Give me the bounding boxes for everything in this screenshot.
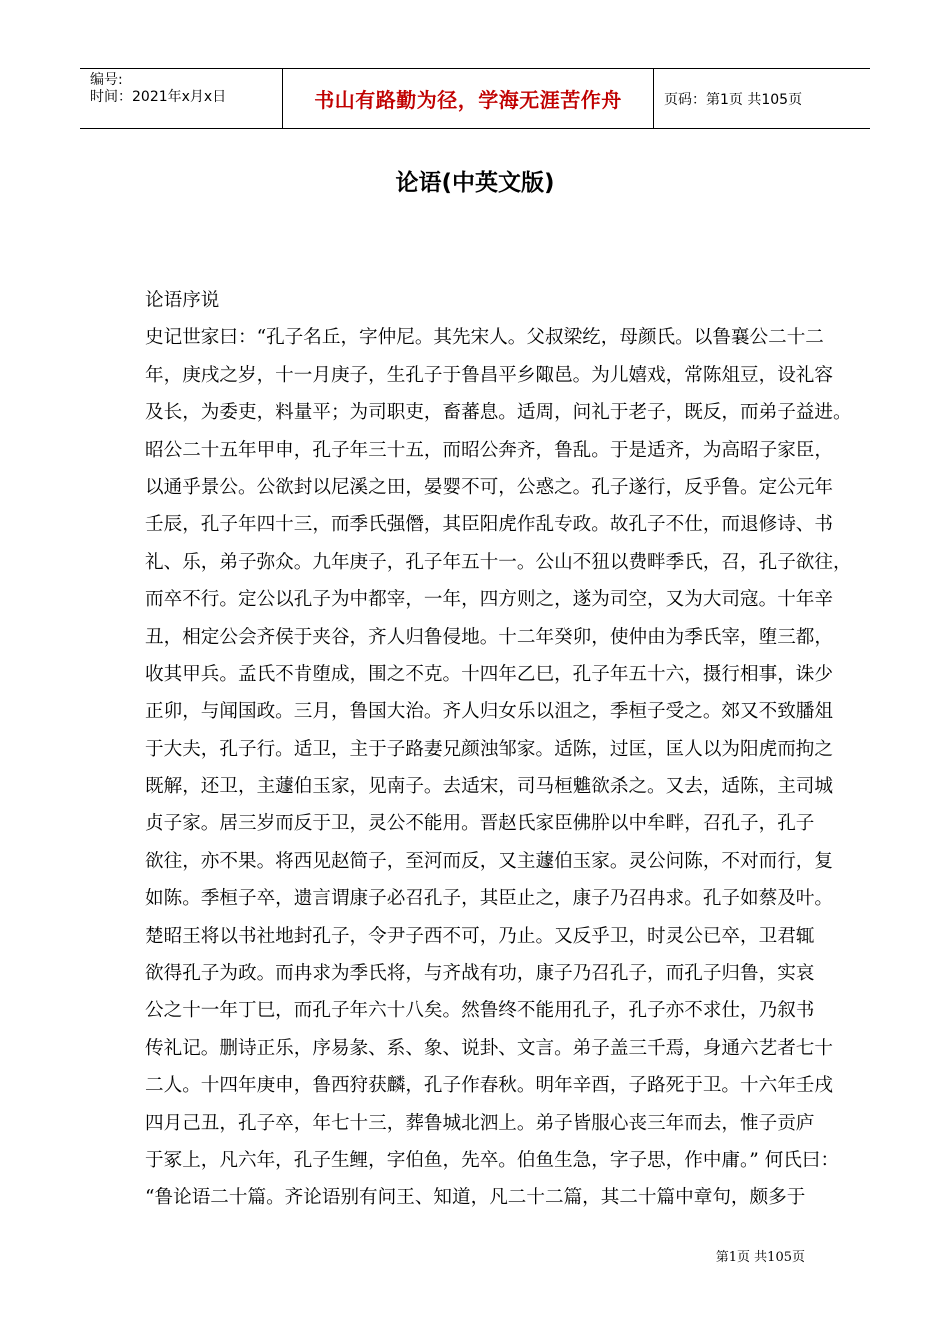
text-line: 壬辰，孔子年四十三，而季氏强僭，其臣阳虎作乱专政。故孔子不仕，而退修诗、书 (145, 514, 833, 536)
doc-time-label: 时间：2021年x月x日 (90, 89, 227, 105)
page-footer: 第1页 共105页 (715, 1250, 805, 1265)
text-line: 传礼记。删诗正乐，序易彖、系、象、说卦、文言。弟子盖三千焉，身通六艺者七十 (145, 1037, 833, 1059)
text-line: 公之十一年丁巳，而孔子年六十八矣。然鲁终不能用孔子，孔子亦不求仕，乃叙书 (145, 1000, 815, 1022)
text-line: 欲往，亦不果。将西见赵简子，至河而反，又主蘧伯玉家。灵公问陈，不对而行，复 (145, 850, 833, 872)
text-line: 如陈。季桓子卒，遗言谓康子必召孔子，其臣止之，康子乃召冉求。孔子如蔡及叶。 (145, 888, 833, 910)
text-line: 丑，相定公会齐侯于夹谷，齐人归鲁侵地。十二年癸卯，使仲由为季氏宰，堕三都， (145, 626, 833, 648)
body-text (145, 288, 852, 1223)
document-title: 论语(中英文版) (395, 170, 555, 196)
text-line: 二人。十四年庚申，鲁西狩获麟，孔子作春秋。明年辛酉，子路死于卫。十六年壬戌 (145, 1075, 833, 1097)
doc-number-label: 编号: (90, 72, 123, 88)
text-line: 收其甲兵。孟氏不肯堕成，围之不克。十四年乙巳，孔子年五十六，摄行相事，诛少 (145, 663, 833, 685)
motto-text: 书山有路勤为径，学海无涯苦作舟 (314, 88, 622, 112)
text-line: 礼、乐，弟子弥众。九年庚子，孔子年五十一。公山不狃以费畔季氏，召，孔子欲往， (145, 551, 852, 573)
text-line: 以通乎景公。公欲封以尼溪之田，晏婴不可，公惑之。孔子遂行，反乎鲁。定公元年 (145, 476, 833, 498)
text-line: 年，庚戌之岁，十一月庚子，生孔子于鲁昌平乡陬邑。为儿嬉戏，常陈俎豆，设礼容 (145, 364, 833, 386)
header-table (80, 68, 870, 129)
text-line: 于大夫，孔子行。适卫，主于子路妻兄颜浊邹家。适陈，过匡，匡人以为阳虎而拘之 (145, 738, 833, 760)
text-line: 于冢上，凡六年，孔子生鲤，字伯鱼，先卒。伯鱼生急，字子思，作中庸。” 何氏曰： (145, 1149, 840, 1171)
text-line: 四月己丑，孔子卒，年七十三，葬鲁城北泗上。弟子皆服心丧三年而去，惟子贡庐 (145, 1112, 815, 1134)
text-line: “鲁论语二十篇。齐论语别有问王、知道，凡二十二篇，其二十篇中章句，颇多于 (145, 1187, 806, 1209)
text-line: 及长，为委吏，料量平；为司职吏，畜蕃息。适周，问礼于老子，既反，而弟子益进。 (145, 402, 852, 424)
text-line: 楚昭王将以书社地封孔子，令尹子西不可，乃止。又反乎卫，时灵公已卒，卫君辄 (145, 925, 815, 947)
header-motto (282, 69, 654, 128)
page-number-label: 页码：第1页 共105页 (664, 91, 803, 108)
text-line: 欲得孔子为政。而冉求为季氏将，与齐战有功，康子乃召孔子，而孔子归鲁，实哀 (145, 963, 815, 985)
header-page-info (654, 69, 870, 128)
header-meta (80, 69, 282, 128)
text-line: 史记世家曰：“孔子名丘，字仲尼。其先宋人。父叔梁纥，母颜氏。以鲁襄公二十二 (145, 327, 824, 349)
text-line: 昭公二十五年甲申，孔子年三十五，而昭公奔齐，鲁乱。于是适齐，为高昭子家臣， (145, 439, 833, 461)
text-line: 贞子家。居三岁而反于卫，灵公不能用。晋赵氏家臣佛肸以中牟畔，召孔子，孔子 (145, 813, 815, 835)
text-line: 既解，还卫，主蘧伯玉家，见南子。去适宋，司马桓魋欲杀之。又去，适陈，主司城 (145, 776, 833, 798)
section-heading: 论语序说 (145, 290, 220, 311)
text-line: 而卒不行。定公以孔子为中都宰，一年，四方则之，遂为司空，又为大司寇。十年辛 (145, 589, 833, 611)
text-line: 正卯，与闻国政。三月，鲁国大治。齐人归女乐以沮之，季桓子受之。郊又不致膰俎 (145, 701, 833, 723)
